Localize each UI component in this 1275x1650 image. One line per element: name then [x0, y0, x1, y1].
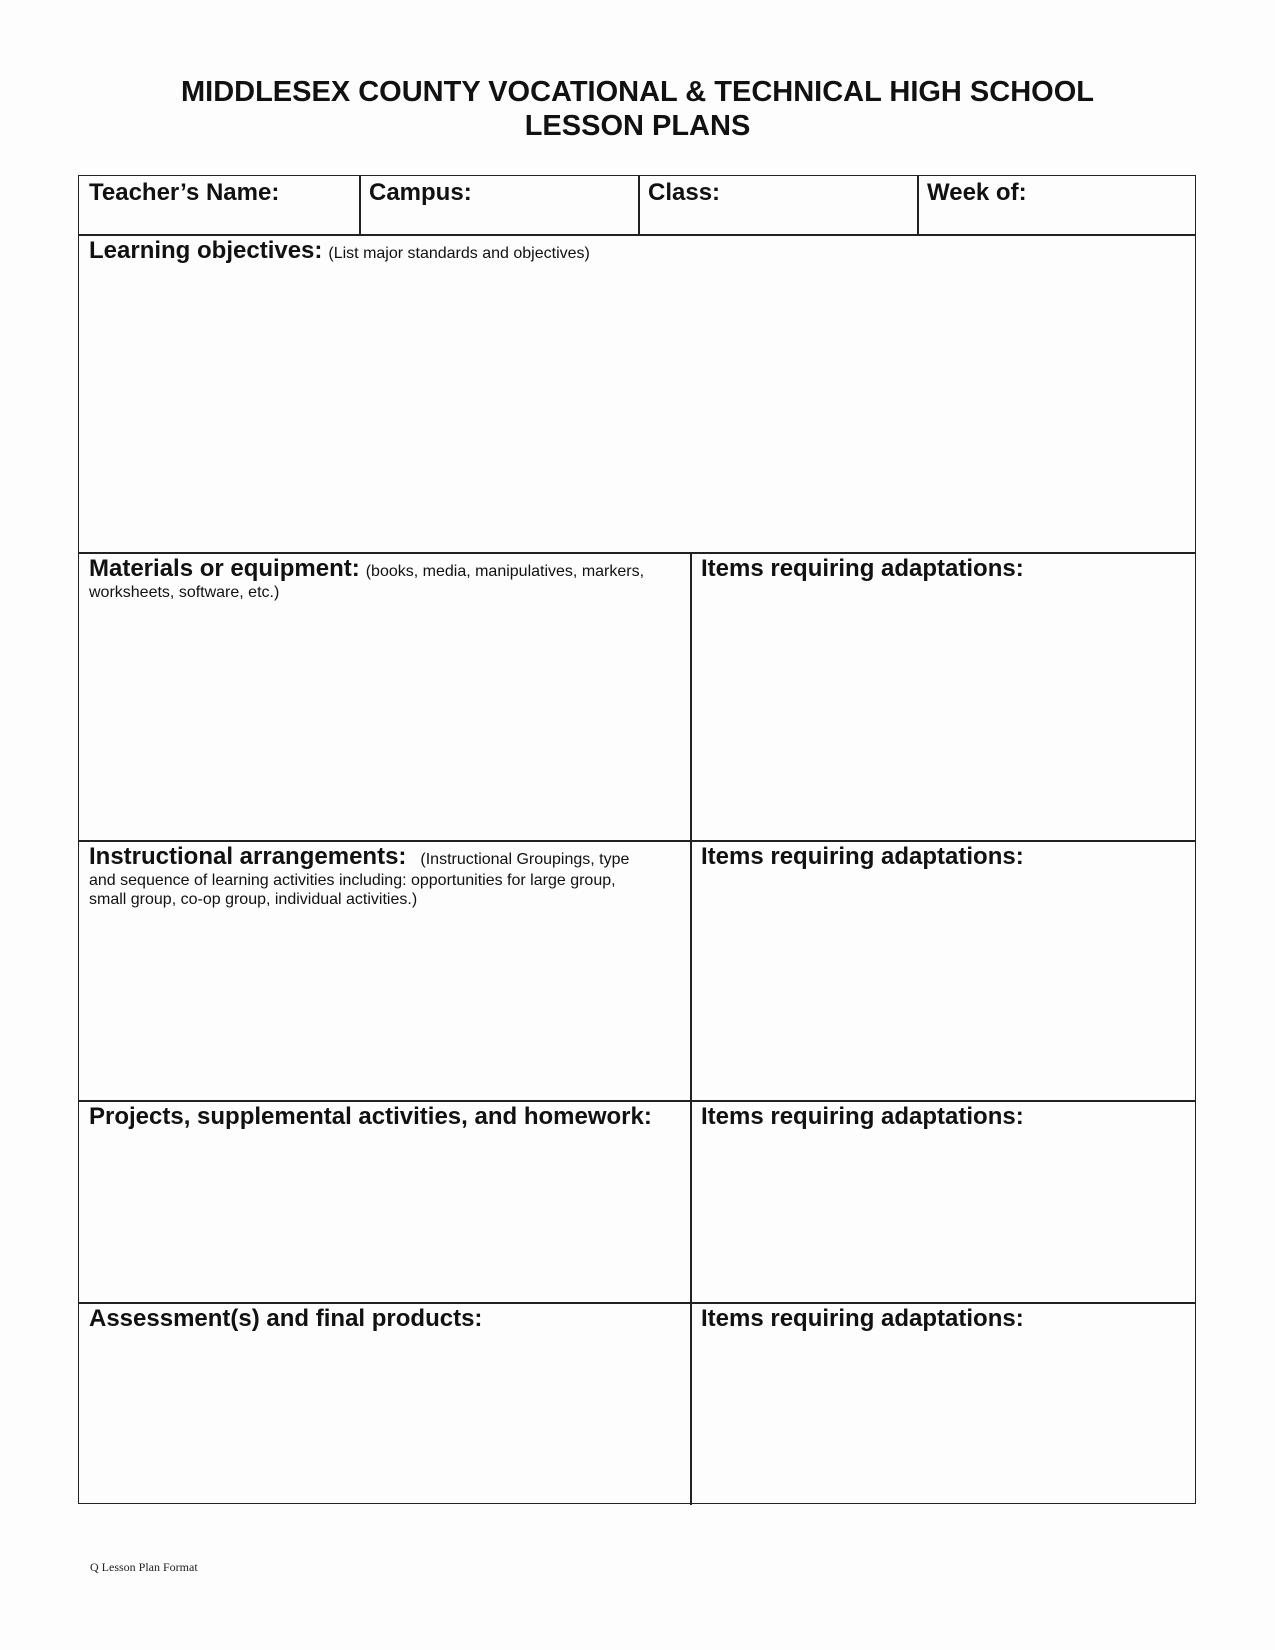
assessment-adaptations-label: Items requiring adaptations: [701, 1305, 1024, 1332]
footer-text: Q Lesson Plan Format [90, 1560, 198, 1574]
assessment-field[interactable] [79, 1302, 690, 1503]
learning-objectives-field[interactable] [79, 234, 1195, 552]
learning-objectives-hint: (List major standards and objectives) [328, 245, 590, 262]
week-of-label: Week of: [927, 179, 1027, 206]
materials-label: Materials or equipment: [89, 555, 360, 582]
instructional-adaptations-field[interactable] [691, 840, 1195, 1100]
materials-hint: (books, media, manipulatives, markers, [365, 563, 645, 580]
materials-adaptations-field[interactable] [691, 552, 1195, 840]
page-title: MIDDLESEX COUNTY VOCATIONAL & TECHNICAL HIGH SCHOOL [180, 76, 1094, 108]
projects-adaptations-field[interactable] [691, 1100, 1195, 1302]
teacher-name-field[interactable] [79, 176, 359, 234]
campus-field[interactable] [359, 176, 638, 234]
projects-label: Projects, supplemental activities, and homework: [89, 1103, 652, 1130]
instructional-hint-line3: small group, co-op group, individual activities.) [89, 891, 418, 908]
teacher-name-label: Teacher’s Name: [89, 179, 280, 206]
learning-objectives-label: Learning objectives: [89, 237, 323, 264]
materials-hint-continued: worksheets, software, etc.) [89, 584, 280, 601]
materials-field[interactable] [79, 552, 690, 840]
instructional-adaptations-label: Items requiring adaptations: [701, 843, 1024, 870]
class-label: Class: [648, 179, 721, 206]
page-subtitle: LESSON PLANS [524, 110, 751, 142]
week-of-field[interactable] [917, 176, 1195, 234]
assessment-label: Assessment(s) and final products: [89, 1305, 483, 1332]
projects-field[interactable] [79, 1100, 690, 1302]
campus-label: Campus: [369, 179, 472, 206]
instructional-arrangements-label: Instructional arrangements: [89, 843, 407, 870]
instructional-arrangements-field[interactable] [79, 840, 690, 1100]
projects-adaptations-label: Items requiring adaptations: [701, 1103, 1024, 1130]
instructional-hint: (Instructional Groupings, type [420, 851, 630, 868]
instructional-hint-line2: and sequence of learning activities including: opportunities for large group, [89, 872, 616, 889]
class-field[interactable] [638, 176, 917, 234]
lesson-plan-table [78, 175, 1196, 1504]
assessment-adaptations-field[interactable] [691, 1302, 1195, 1503]
materials-adaptations-label: Items requiring adaptations: [701, 555, 1024, 582]
